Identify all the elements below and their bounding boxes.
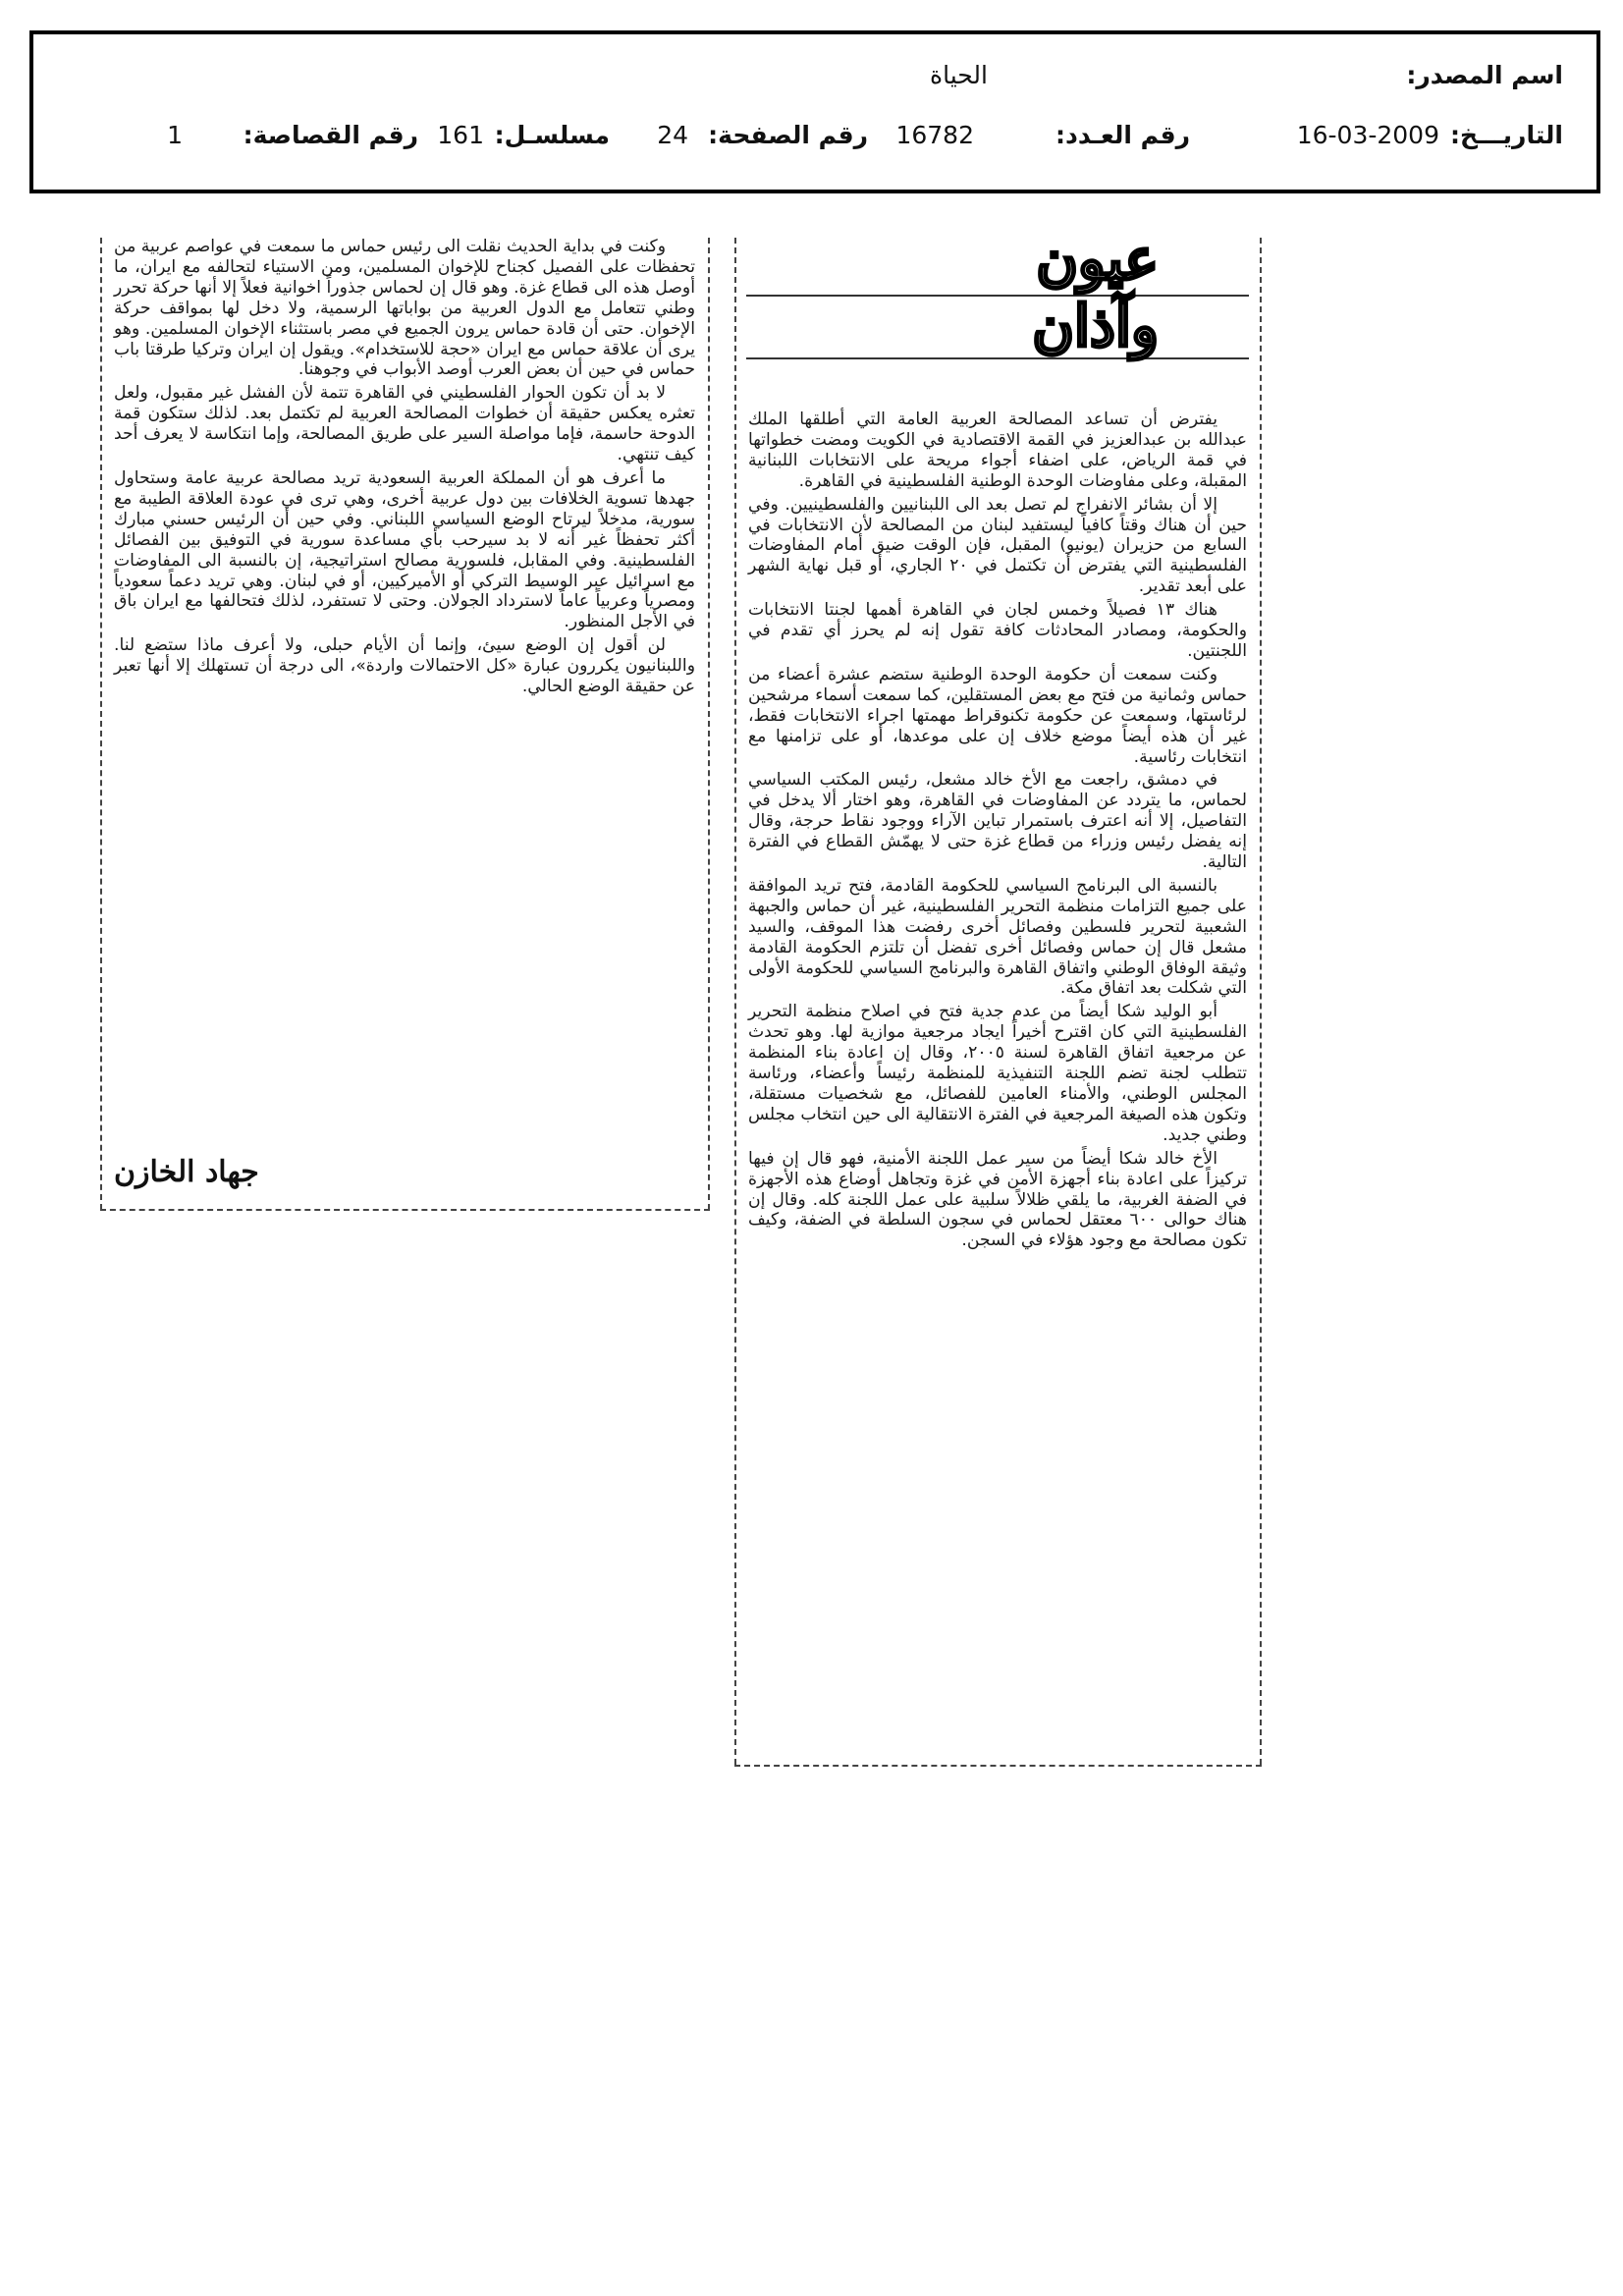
- paragraph: لن أقول إن الوضع سيئ، وإنما أن الأيام حبلى، ولا أعرف ماذا ستضع لنا. واللبنانيون يكررون عبارة «كل الاحتمالات واردة»، الى درجة أن تستهلك إلا أنها تعبر عن حقيقة الوضع الحالي.: [114, 635, 695, 697]
- clip-label: رقم القصاصة:: [243, 121, 418, 149]
- article-left-column: [100, 233, 709, 1209]
- issue-label: رقم العـدد:: [1055, 121, 1190, 149]
- paragraph: ما أعرف هو أن المملكة العربية السعودية تريد مصالحة عربية عامة وستحاول جهدها تسوية الخلافات بين دول عربية أخرى، وهي ترى في عودة العلاقة الطيبة مع سورية، مدخلاً ليرتاح الوضع السياسي اللبناني. وفي حين أن الرئيس حسني مبارك أكثر تحفظاً غير أنه لا بد سيرحب بأي مساعدة سورية في التوفيق بين الفصائل الفلسطينية. وفي المقابل، فلسورية مصالح استراتيجية، إن بالنسبة الى المفاوضات مع اسرائيل عبر الوسيط التركي أو الأميركيين، أو في لبنان. وهي تريد دعماً سعودياً ومصرياً وعربياً عاماً لاسترداد الجولان. وحتى لا تستفرد، لذلك فتحالفها مع ايران باق في الأجل المنظور.: [114, 467, 695, 632]
- author-signature: جهاد الخازن: [114, 1155, 259, 1189]
- paragraph: أبو الوليد شكا أيضاً من عدم جدية فتح في اصلاح منظمة التحرير الفلسطينية التي كان اقترح أخيراً ايجاد مرجعية موازية لها. وهو تحدث عن مرجعية اتفاق القاهرة لسنة ٢٠٠٥، وقال إن اعادة بناء المنظمة تتطلب لجنة تضم اللجنة التنفيذية للمنظمة رئيساً وأعضاء، ورئاسة المجلس الوطني، والأمناء العامين للفصائل، مع شخصيات مستقلة، وتكون هذه الصيغة المرجعية في الفترة الانتقالية الى حين انتخاب مجلس وطني جديد.: [748, 1002, 1247, 1145]
- left-column-border-bottom: [100, 1209, 710, 1211]
- serial-label: مسلسـل:: [494, 121, 610, 149]
- paragraph: إلا أن بشائر الانفراج لم تصل بعد الى اللبنانيين والفلسطينيين. وفي حين أن هناك وقتاً كافياً ليستفيد لبنان من المصالحة لأن الانتخابات في السابع من حزيران (يونيو) المقبل، فإن الوقت ضيق أمام المفاوضات الفلسطينية التي يفترض أن تكتمل في ٢٠ الجاري، أو قبل نهاية الشهر على أبعد تقدير.: [748, 494, 1247, 597]
- paragraph: بالنسبة الى البرنامج السياسي للحكومة القادمة، فتح تريد الموافقة على جميع التزامات منظمة التحرير الفلسطينية، غير أن حماس والجبهة الشعبية لتحرير فلسطين وفصائل أخرى رفضت هذا الموقف، والسيد مشعل قال إن حماس وفصائل أخرى تفضل أن تلتزم الحكومة القادمة وثيقة الوفاق الوطني واتفاق القاهرة والبرنامج السياسي للحكومة الأولى التي شكلت بعد اتفاق مكة.: [748, 875, 1247, 999]
- page-label: رقم الصفحة:: [708, 121, 868, 149]
- page-value: 24: [657, 121, 688, 149]
- source-value: الحياة: [930, 61, 988, 89]
- paragraph: لا بد أن تكون الحوار الفلسطيني في القاهرة تتمة لأن الفشل غير مقبول، ولعل تعثره يعكس حقيقة أن خطوات المصالحة العربية لم تكتمل بعد. لذلك ستكون قمة الدوحة حاسمة، فإما مواصلة السير على طريق المصالحة، وإما انتكاسة لا يعرف أحد كيف تنتهي.: [114, 383, 695, 465]
- source-label: اسم المصدر:: [1406, 61, 1563, 89]
- clipping-header-box: [29, 30, 1600, 193]
- paragraph: وكنت في بداية الحديث نقلت الى رئيس حماس ما سمعت في عواصم عربية من تحفظات على الفصيل كجناح للإخوان المسلمين، ومن الاستياء لتحالفه مع ايران، ما أوصل هذه الى قطاع غزة. وهو قال إن لحماس جذوراً اخوانية فعلاً إلا أنها حركة تحرر وطني تتعامل مع الدول العربية من بواباتها الرسمية، ولا دخل لها بمواقف حركة الإخوان. حتى أن قادة حماس يرون الجميع في مصر باستثناء الإخوان المسلمين. وهو يرى أن علاقة حماس مع ايران «حجة للاستخدام». ويقول إن ايران وتركيا طرقتا باب حماس في حين أن بعض العرب أوصد الأبواب في وجوهنا.: [114, 237, 695, 380]
- paragraph: وكنت سمعت أن حكومة الوحدة الوطنية ستضم عشرة أعضاء من حماس وثمانية من فتح مع بعض المستقلين، كما سمعت أسماء مرشحين لرئاستها، وسمعت عن حكومة تكنوقراط مهمتها اجراء الانتخابات فقط، غير أن هذه أيضاً موضع خلاف إن على موعدها، أو على تزامنها مع انتخابات رئاسية.: [748, 664, 1247, 767]
- date-label: التاريـــخ:: [1450, 121, 1563, 149]
- article-right-column: [734, 233, 1261, 1767]
- paragraph: هناك ١٣ فصيلاً وخمس لجان في القاهرة أهمها لجنتا الانتخابات والحكومة، ومصادر المحادثات كافة تقول إنه لم يحرز أي تقدم في اللجنتين.: [748, 600, 1247, 661]
- clip-value: 1: [167, 121, 183, 149]
- date-value: 16-03-2009: [1296, 121, 1439, 149]
- paragraph: الأخ خالد شكا أيضاً من سير عمل اللجنة الأمنية، فهو قال إن فيها تركيزاً على اعادة بناء أجهزة الأمن في غزة وتجاهل أوضاع هذه الأجهزة في الضفة الغربية، ما يلقي ظلالاً سلبية على عمل اللجنة كله. وقال إن هناك حوالى ٦٠٠ معتقل لحماس في سجون السلطة في الضفة، وكيف تكون مصالحة مع وجود هؤلاء في السجن.: [748, 1148, 1247, 1251]
- paragraph: يفترض أن تساعد المصالحة العربية العامة التي أطلقها الملك عبدالله بن عبدالعزيز في القمة الاقتصادية في الكويت ومضت خطواتها في قمة الرياض، على اضفاء أجواء مريحة على الانتخابات اللبنانية المقبلة، وعلى مفاوضات الوحدة الوطنية الفلسطينية في القاهرة.: [748, 410, 1247, 491]
- column-logo-text: عيون وآذان: [1032, 226, 1159, 359]
- serial-value: 161: [437, 121, 484, 149]
- paragraph: في دمشق، راجعت مع الأخ خالد مشعل، رئيس المكتب السياسي لحماس، ما يتردد عن المفاوضات في القاهرة، وهو اختار ألا يدخل في التفاصيل، إلا أنه اعترف باستمرار تباين الآراء ووجود نقاط حرجة، وقال إنه يفضل رئيس وزراء من قطاع غزة حتى لا يهمّش القطاع في الفترة التالية.: [748, 770, 1247, 873]
- issue-value: 16782: [895, 121, 974, 149]
